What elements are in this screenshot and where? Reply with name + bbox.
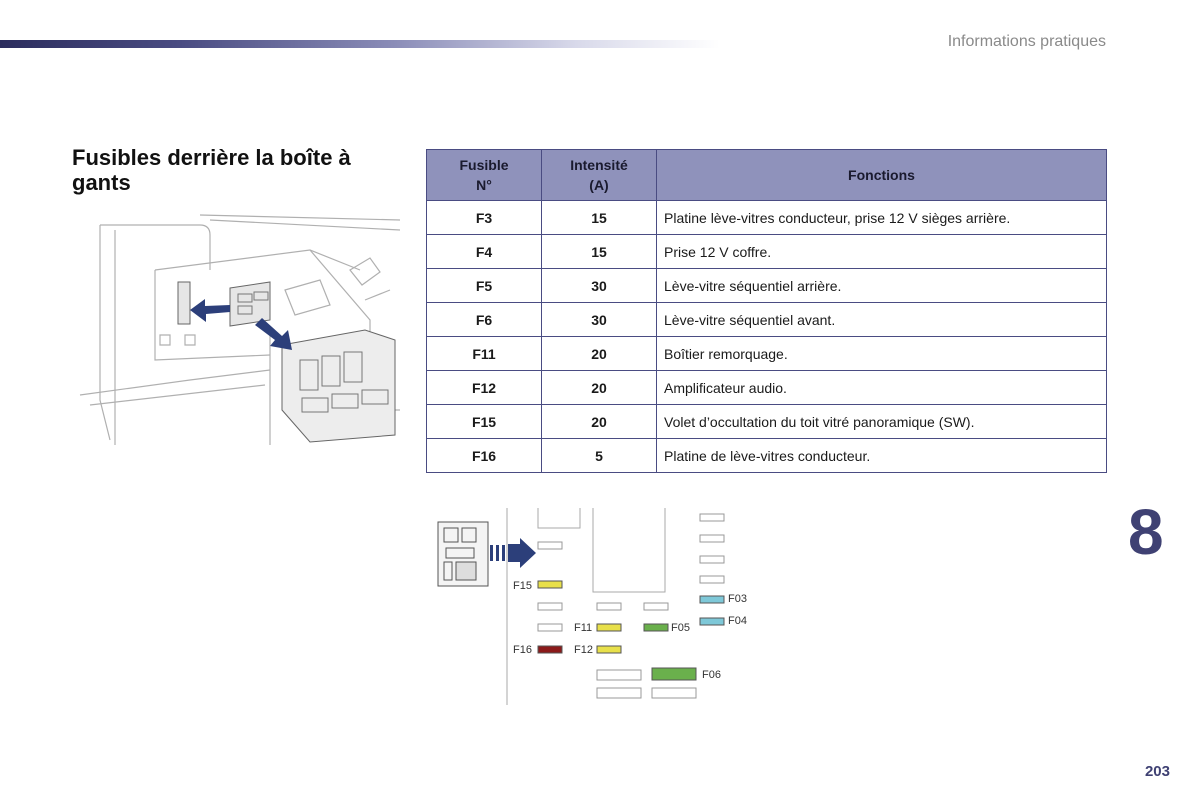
table-row	[427, 303, 1107, 337]
fuse-f11	[597, 624, 621, 631]
table-row	[427, 235, 1107, 269]
col-header-functions: Fonctions	[657, 150, 1107, 201]
fuse-cell: F3	[427, 201, 542, 235]
fuse-f03	[700, 596, 724, 603]
fuse-box-diagram	[430, 500, 770, 710]
function-cell: Lève-vitre séquentiel arrière.	[657, 269, 1107, 303]
fuse-f16	[538, 646, 562, 653]
fuse-cell: F15	[427, 405, 542, 439]
function-cell: Amplificateur audio.	[657, 371, 1107, 405]
fuse-cell: F4	[427, 235, 542, 269]
label-f03: F03	[728, 593, 747, 605]
glovebox-illustration	[70, 210, 400, 450]
page-number: 203	[1144, 763, 1170, 780]
fuse-cell: F12	[427, 371, 542, 405]
fuse-box-overview	[438, 522, 488, 586]
pointer-arrow-icon	[490, 538, 536, 568]
col-header-fuse: Fusible N°	[427, 150, 542, 201]
function-cell: Boîtier remorquage.	[657, 337, 1107, 371]
amp-cell: 30	[542, 269, 657, 303]
col-header-intensity: Intensité (A)	[542, 150, 657, 201]
table-row	[427, 337, 1107, 371]
amp-cell: 15	[542, 235, 657, 269]
label-f15: F15	[513, 580, 532, 592]
section-title: Informations pratiques	[947, 33, 1106, 50]
amp-cell: 5	[542, 439, 657, 473]
amp-cell: 20	[542, 337, 657, 371]
amp-cell: 20	[542, 405, 657, 439]
fuse-f15	[538, 581, 562, 588]
amp-cell: 15	[542, 201, 657, 235]
fuse-cell: F16	[427, 439, 542, 473]
table-row	[427, 201, 1107, 235]
fuse-f04	[700, 618, 724, 625]
function-cell: Platine lève-vitres conducteur, prise 12 V sièges arrière.	[657, 201, 1107, 235]
fuse-table	[426, 149, 1107, 473]
fuse-f12	[597, 646, 621, 653]
label-f04: F04	[728, 615, 747, 627]
fuse-cell: F5	[427, 269, 542, 303]
function-cell: Volet d’occultation du toit vitré panoramique (SW).	[657, 405, 1107, 439]
function-cell: Lève-vitre séquentiel avant.	[657, 303, 1107, 337]
page-title: Fusibles derrière la boîte à gants	[72, 145, 351, 195]
label-f11: F11	[574, 622, 593, 634]
table-row	[427, 269, 1107, 303]
fuse-cell: F11	[427, 337, 542, 371]
function-cell: Platine de lève-vitres conducteur.	[657, 439, 1107, 473]
label-f05: F05	[671, 622, 690, 634]
fuse-f06	[652, 668, 696, 680]
label-f06: F06	[702, 669, 721, 681]
amp-cell: 20	[542, 371, 657, 405]
chapter-number: 8	[1128, 496, 1164, 568]
table-row	[427, 371, 1107, 405]
table-header-row	[427, 150, 1107, 201]
table-row	[427, 405, 1107, 439]
amp-cell: 30	[542, 303, 657, 337]
fuse-f05	[644, 624, 668, 631]
fuse-cell: F6	[427, 303, 542, 337]
label-f16: F16	[513, 644, 532, 656]
table-row	[427, 439, 1107, 473]
header-gradient-bar	[0, 40, 720, 48]
label-f12: F12	[574, 644, 593, 656]
function-cell: Prise 12 V coffre.	[657, 235, 1107, 269]
